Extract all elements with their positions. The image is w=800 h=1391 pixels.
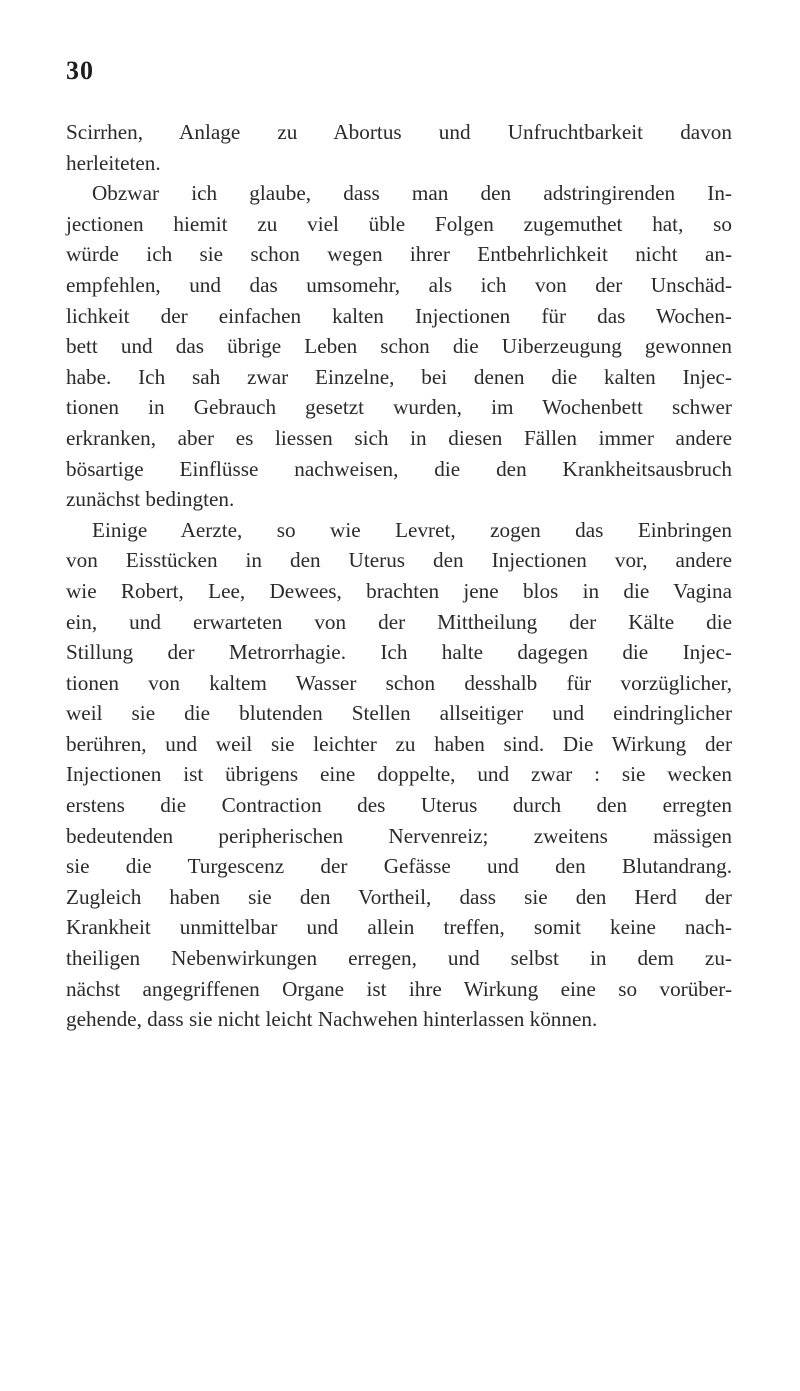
text-line: Einige Aerzte, so wie Levret, zogen das Einbringen [92,517,732,542]
text-line: jectionen hiemit zu viel üble Folgen zugemuthet hat, so [66,211,732,236]
text-line: bösartige Einflüsse nachweisen, die den Krankheitsausbruch [66,456,732,481]
text-line: Zugleich haben sie den Vortheil, dass sie den Herd der [66,884,732,909]
text-line: Injectionen ist übrigens eine doppelte, und zwar : sie wecken [66,762,732,787]
text-line: würde ich sie schon wegen ihrer Entbehrlichkeit nicht an- [66,242,732,267]
text-line: von Eisstücken in den Uterus den Injectionen vor, andere [66,548,732,573]
text-line: weil sie die blutenden Stellen allseitiger und eindringlicher [66,701,732,726]
text-line: Krankheit unmittelbar und allein treffen, somit keine nach- [66,915,732,940]
text-line: empfehlen, und das umsomehr, als ich von der Unschäd- [66,272,732,297]
text-line: wie Robert, Lee, Dewees, brachten jene blos in die Vagina [66,578,732,603]
text-line: ein, und erwarteten von der Mittheilung der Kälte die [66,609,732,634]
text-line: bedeutenden peripherischen Nervenreiz; zweitens mässigen [66,823,732,848]
text-line: Scirrhen, Anlage zu Abortus und Unfruchtbarkeit davon [66,120,732,144]
paragraph [66,178,732,515]
text-line: Stillung der Metrorrhagie. Ich halte dagegen die Injec- [66,640,732,665]
text-line: erstens die Contraction des Uterus durch den erregten [66,793,732,818]
text-line: bett und das übrige Leben schon die Uiberzeugung gewonnen [66,334,732,359]
text-line: habe. Ich sah zwar Einzelne, bei denen die kalten Injec- [66,364,732,389]
text-line: tionen von kaltem Wasser schon desshalb für vorzüglicher, [66,670,732,695]
text-line: theiligen Nebenwirkungen erregen, und selbst in dem zu- [66,946,732,971]
text-line: zunächst bedingten. [66,487,235,512]
text-line: herleiteten. [66,150,161,175]
body-text [66,117,732,1035]
text-line: Obzwar ich glaube, dass man den adstringirenden In- [92,181,732,206]
text-line: lichkeit der einfachen kalten Injectionen für das Wochen- [66,303,732,328]
text-line: nächst angegriffenen Organe ist ihre Wirkung eine so vorüber- [66,976,732,1001]
text-line: berühren, und weil sie leichter zu haben sind. Die Wirkung der [66,731,732,756]
text-line: erkranken, aber es liessen sich in diesen Fällen immer andere [66,425,732,450]
text-line: gehende, dass sie nicht leicht Nachwehen hinterlassen können. [66,1007,598,1032]
paragraph [66,117,732,178]
paragraph [66,515,732,1035]
page-number: 30 [66,56,94,85]
text-line: tionen in Gebrauch gesetzt wurden, im Wochenbett schwer [66,395,732,420]
text-line: sie die Turgescenz der Gefässe und den Blutandrang. [66,854,732,879]
